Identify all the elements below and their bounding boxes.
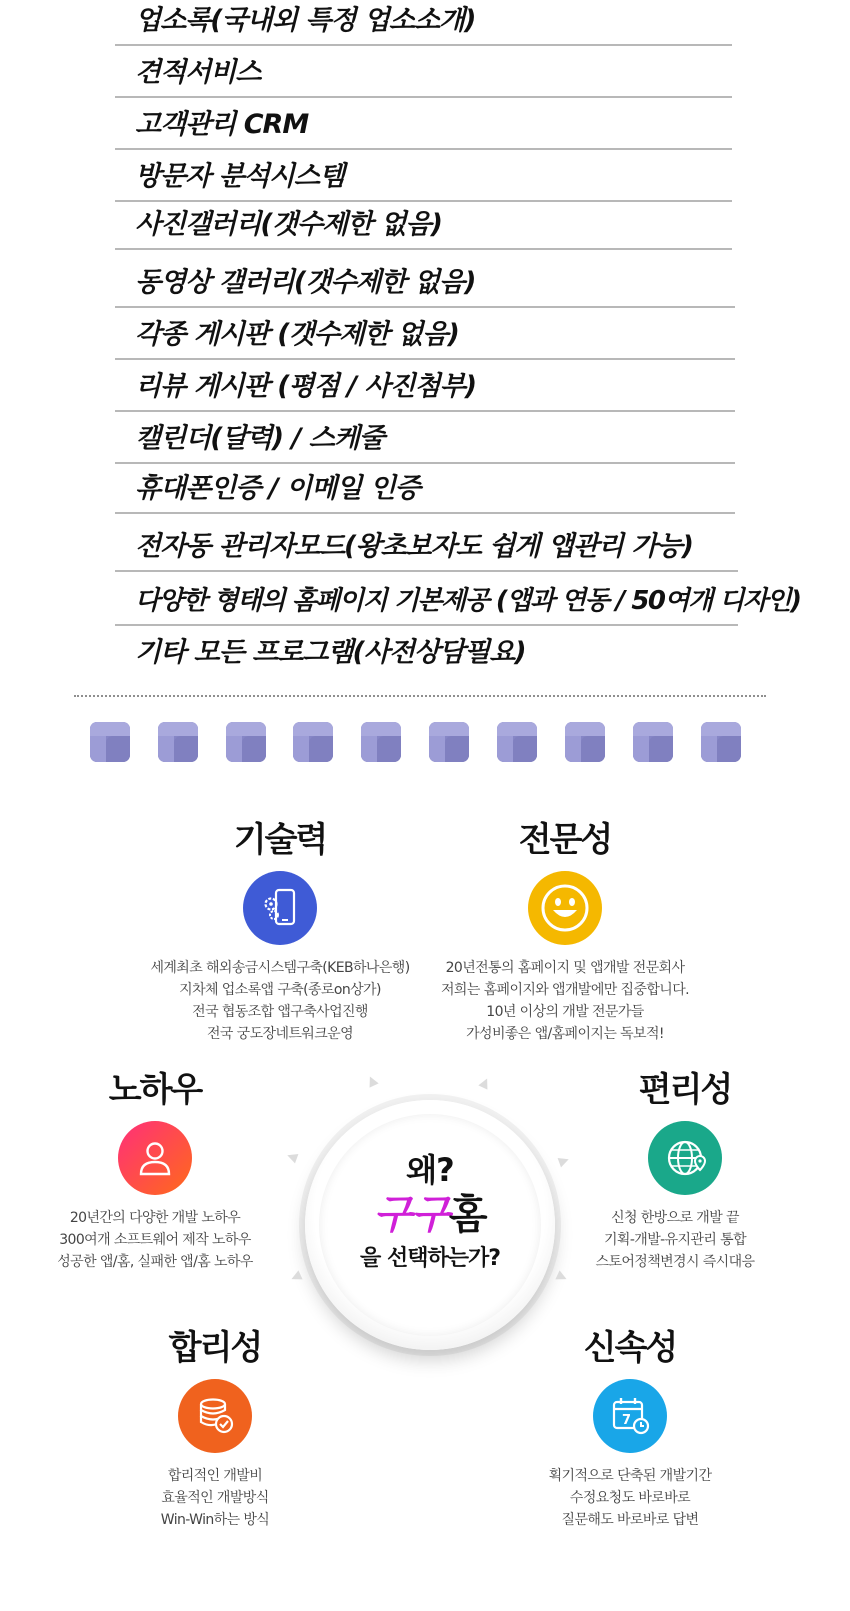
brand-name: 구구 <box>373 1192 449 1238</box>
feature-line: 효율적인 개발방식 <box>161 1490 269 1506</box>
center-line-3: 을 선택하는가? <box>360 1246 500 1271</box>
list-item <box>115 410 735 464</box>
feature-line: 20년전통의 홈페이지 및 앱개발 전문회사 <box>445 960 685 976</box>
feature-title: 편리성 <box>638 1070 732 1110</box>
decorative-square <box>158 722 198 762</box>
feature-description <box>510 1465 750 1531</box>
tick-mark <box>478 1076 491 1089</box>
feature-convenience <box>590 1062 780 1273</box>
list-item-label: 사진갤러리(갯수제한 없음) <box>135 209 442 240</box>
list-item <box>115 148 732 202</box>
decorative-square <box>226 722 266 762</box>
feature-reasonable <box>120 1320 310 1531</box>
list-item <box>115 518 738 572</box>
list-item-label: 동영상 갤러리(갯수제한 없음) <box>135 267 476 298</box>
calendar-clock-icon <box>593 1379 667 1453</box>
decorative-square <box>90 722 130 762</box>
feature-list <box>0 0 850 700</box>
list-item <box>115 0 732 46</box>
list-item-label: 고객관리 CRM <box>135 109 309 140</box>
list-item-label: 다양한 형태의 홈페이지 기본제공 (앱과 연동 / 50여개 디자인) <box>135 586 801 616</box>
list-item-label: 리뷰 게시판 (평점 / 사진첨부) <box>135 371 477 402</box>
feature-description <box>560 1207 790 1273</box>
list-item-label: 견적서비스 <box>135 57 261 88</box>
smiley-icon <box>528 871 602 945</box>
feature-line: 신청 한방으로 개발 끝 <box>611 1210 739 1226</box>
decorative-square <box>701 722 741 762</box>
feature-expert <box>425 812 705 1045</box>
user-icon <box>118 1121 192 1195</box>
feature-title: 기술력 <box>233 820 327 860</box>
list-item <box>115 254 735 308</box>
decorative-square-row <box>90 722 770 764</box>
feature-line: 300여개 소프트웨어 제작 노하우 <box>59 1232 251 1248</box>
feature-description <box>38 1207 272 1273</box>
list-item-label: 캘린더(달력) / 스케줄 <box>135 423 384 454</box>
list-item <box>115 624 738 676</box>
center-question <box>305 1150 555 1278</box>
feature-knowhow <box>57 1062 253 1273</box>
feature-line: 전국 협동조합 앱구축사업진행 <box>192 1004 368 1020</box>
brand-suffix: 홈 <box>448 1192 487 1238</box>
center-badge <box>305 1100 555 1350</box>
feature-line: 수정요청도 바로바로 <box>569 1490 691 1506</box>
feature-line: 질문해도 바로바로 답변 <box>561 1512 699 1528</box>
feature-title: 합리성 <box>168 1328 262 1368</box>
list-item-label: 업소록(국내외 특정 업소소개) <box>135 5 476 36</box>
tick-mark <box>286 1151 299 1164</box>
feature-title: 전문성 <box>518 820 612 860</box>
center-line-2 <box>305 1190 555 1240</box>
list-item <box>115 96 732 150</box>
dotted-divider <box>74 695 766 697</box>
list-item-label: 각종 게시판 (갯수제한 없음) <box>135 319 459 350</box>
feature-line: 세계최초 해외송금시스템구축(KEB하나은행) <box>150 960 410 976</box>
list-item <box>115 358 735 412</box>
feature-description <box>120 1465 310 1531</box>
feature-line: 기획-개발-유지관리 통합 <box>604 1232 746 1248</box>
phone-gear-icon <box>243 871 317 945</box>
decorative-square <box>633 722 673 762</box>
tick-mark <box>558 1155 571 1168</box>
feature-title: 신속성 <box>583 1328 677 1368</box>
list-item-label: 방문자 분석시스템 <box>135 161 345 192</box>
feature-line: 합리적인 개발비 <box>167 1468 263 1484</box>
feature-title: 노하우 <box>108 1070 202 1110</box>
tick-mark <box>365 1074 378 1087</box>
feature-line: 저희는 홈페이지와 앱개발에만 집중합니다. <box>440 982 690 998</box>
list-item-label: 기타 모든 프로그램(사전상담필요) <box>135 637 526 668</box>
center-line-1: 왜? <box>406 1151 454 1189</box>
list-item <box>115 460 735 514</box>
decorative-square <box>497 722 537 762</box>
feature-description <box>425 957 705 1045</box>
svg-text:7: 7 <box>622 1413 632 1428</box>
tick-mark <box>289 1270 302 1283</box>
feature-tech <box>140 812 420 1045</box>
list-item <box>115 44 732 98</box>
decorative-square <box>293 722 333 762</box>
feature-description <box>140 957 420 1045</box>
list-item <box>115 572 801 626</box>
coins-check-icon <box>178 1379 252 1453</box>
feature-line: Win-Win하는 방식 <box>160 1512 270 1528</box>
list-item <box>115 306 735 360</box>
feature-line: 성공한 앱/홈, 실패한 앱/홈 노하우 <box>57 1254 253 1270</box>
list-item-label: 휴대폰인증 / 이메일 인증 <box>135 473 420 504</box>
decorative-square <box>429 722 469 762</box>
feature-line: 지차체 업소록앱 구축(종로on상가) <box>179 982 381 998</box>
feature-speed <box>510 1320 750 1531</box>
feature-line: 획기적으로 단축된 개발기간 <box>548 1468 712 1484</box>
feature-line: 20년간의 다양한 개발 노하우 <box>69 1210 241 1226</box>
feature-line: 스토어정책변경시 즉시대응 <box>595 1254 755 1270</box>
feature-line: 10년 이상의 개발 전문가들 <box>486 1004 644 1020</box>
list-item <box>115 196 732 250</box>
feature-line: 전국 궁도장네트워크운영 <box>206 1026 353 1042</box>
decorative-square <box>361 722 401 762</box>
decorative-square <box>565 722 605 762</box>
list-item-label: 전자동 관리자모드(왕초보자도 쉽게 앱관리 가능) <box>135 531 693 562</box>
globe-pin-icon <box>648 1121 722 1195</box>
feature-line: 가성비좋은 앱/홈페이지는 독보적! <box>466 1026 664 1042</box>
